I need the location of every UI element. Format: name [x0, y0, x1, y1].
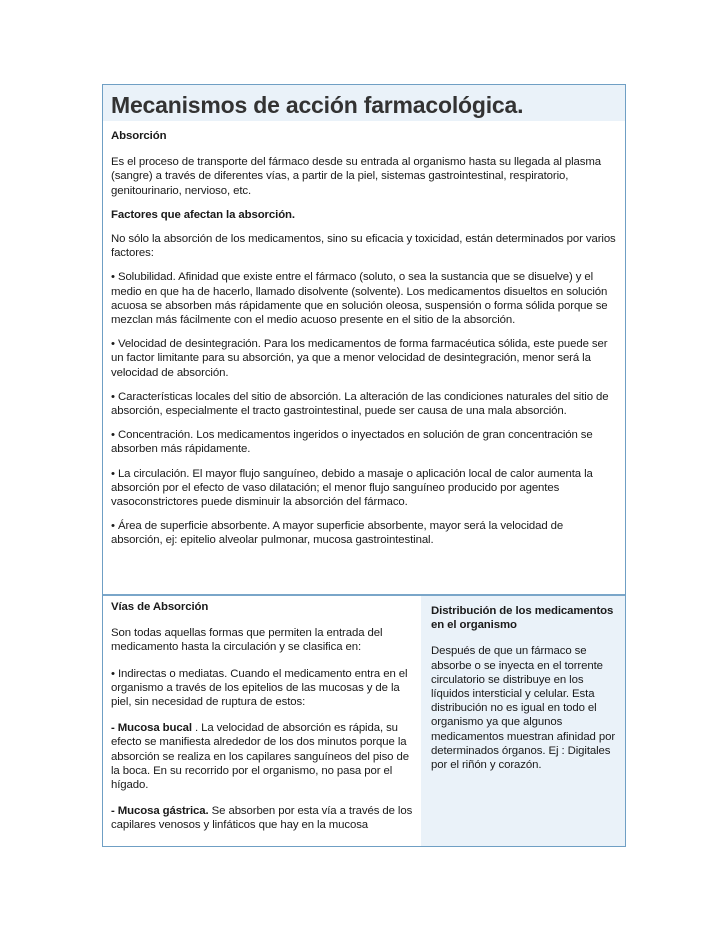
vias-intro: Son todas aquellas formas que permiten la entrada del medicamento hasta la circulación y se clasifica en: — [111, 627, 383, 654]
factors-intro: No sólo la absorción de los medicamentos, sino su eficacia y toxicidad, están determinados por varios factores: — [111, 233, 616, 260]
factor-desintegracion: • Velocidad de desintegración. Para los medicamentos de forma farmacéutica sólida, este puede ser un factor limitante para su absorción, ya que a menor velocidad de desintegración, menor será la velocidad de absorción. — [111, 338, 608, 379]
factor-solubilidad: • Solubilidad. Afinidad que existe entre el fármaco (soluto, o sea la sustancia que se disuelve) y el medio en que ha de hacerlo, llamado disolvente (solvente). Los medicamentos disueltos en solución acuosa se absorben más rápidamente que en solución oleosa, suspensión o forma sólida porque se mezclan más fácilmente con el medio acuoso presente en el sitio de la absorción. — [111, 271, 608, 327]
page-title: Mecanismos de acción farmacológica. — [111, 92, 524, 118]
absorcion-section — [103, 129, 625, 548]
mucosa-gastrica-text: Se absorben por esta vía a través de los capilares venosos y linfáticos que hay en la mucosa — [111, 805, 413, 832]
two-column-section — [103, 594, 625, 846]
absorcion-definition: Es el proceso de transporte del fármaco desde su entrada al organismo hasta su llegada al plasma (sangre) a través de diferentes vías, a partir de la piel, sistemas gastrointestinal, respiratorio, genitourinario, nervioso, etc. — [111, 156, 601, 197]
vias-heading: Vías de Absorción — [111, 601, 209, 613]
absorcion-heading: Absorción — [111, 130, 167, 142]
factor-area-superficie: • Área de superficie absorbente. A mayor superficie absorbente, mayor será la velocidad de absorción, ej: epitelio alveolar pulmonar, mucosa gastrointestinal. — [111, 520, 564, 547]
factor-concentracion: • Concentración. Los medicamentos ingeridos o inyectados en solución de gran concentración se absorben más rápidamente. — [111, 429, 593, 456]
mucosa-bucal-text: . La velocidad de absorción es rápida, su efecto se manifiesta alrededor de los dos minutos porque la absorción se realiza en los capilares sanguíneos del piso de la boca. En su recorrido por el organismo, no pasa por el hígado. — [111, 722, 409, 792]
factors-heading: Factores que afectan la absorción. — [111, 208, 295, 221]
vias-column — [103, 596, 421, 846]
mucosa-gastrica-label: - Mucosa gástrica. — [111, 805, 209, 818]
factor-caracteristicas: • Características locales del sitio de absorción. La alteración de las condiciones naturales del sitio de absorción, especialmente el tracto gastrointestinal, puede ser causa de una mala absorción. — [111, 390, 609, 418]
document-frame — [102, 84, 626, 847]
mucosa-bucal-label: - Mucosa bucal — [111, 722, 192, 735]
mucosa-bucal-paragraph — [111, 721, 413, 792]
factor-circulacion: • La circulación. El mayor flujo sanguíneo, debido a masaje o aplicación local de calor aumenta la absorción por el efecto de vaso dilatación; el menor flujo sanguíneo producido por agentes vasoconstrictores puede disminuir la absorción del fármaco. — [111, 467, 593, 509]
vias-indirectas: • Indirectas o mediatas. Cuando el medicamento entra en el organismo a través de los epitelios de las mucosas y de la piel, sin necesidad de ruptura de estos: — [111, 667, 408, 709]
distribucion-column — [421, 596, 625, 846]
distribucion-text: Después de que un fármaco se absorbe o se inyecta en el torrente circulatorio se distribuye en los líquidos intersticial y celular. Esta distribución no es igual en todo el organismo ya que algunos medicamentos muestran afinidad por determinados órganos. Ej : Digitales por el riñón y corazón. — [431, 645, 616, 772]
mucosa-gastrica-paragraph — [111, 804, 413, 832]
title-bar — [103, 85, 625, 121]
distribucion-heading: Distribución de los medicamentos en el organismo — [431, 605, 614, 632]
